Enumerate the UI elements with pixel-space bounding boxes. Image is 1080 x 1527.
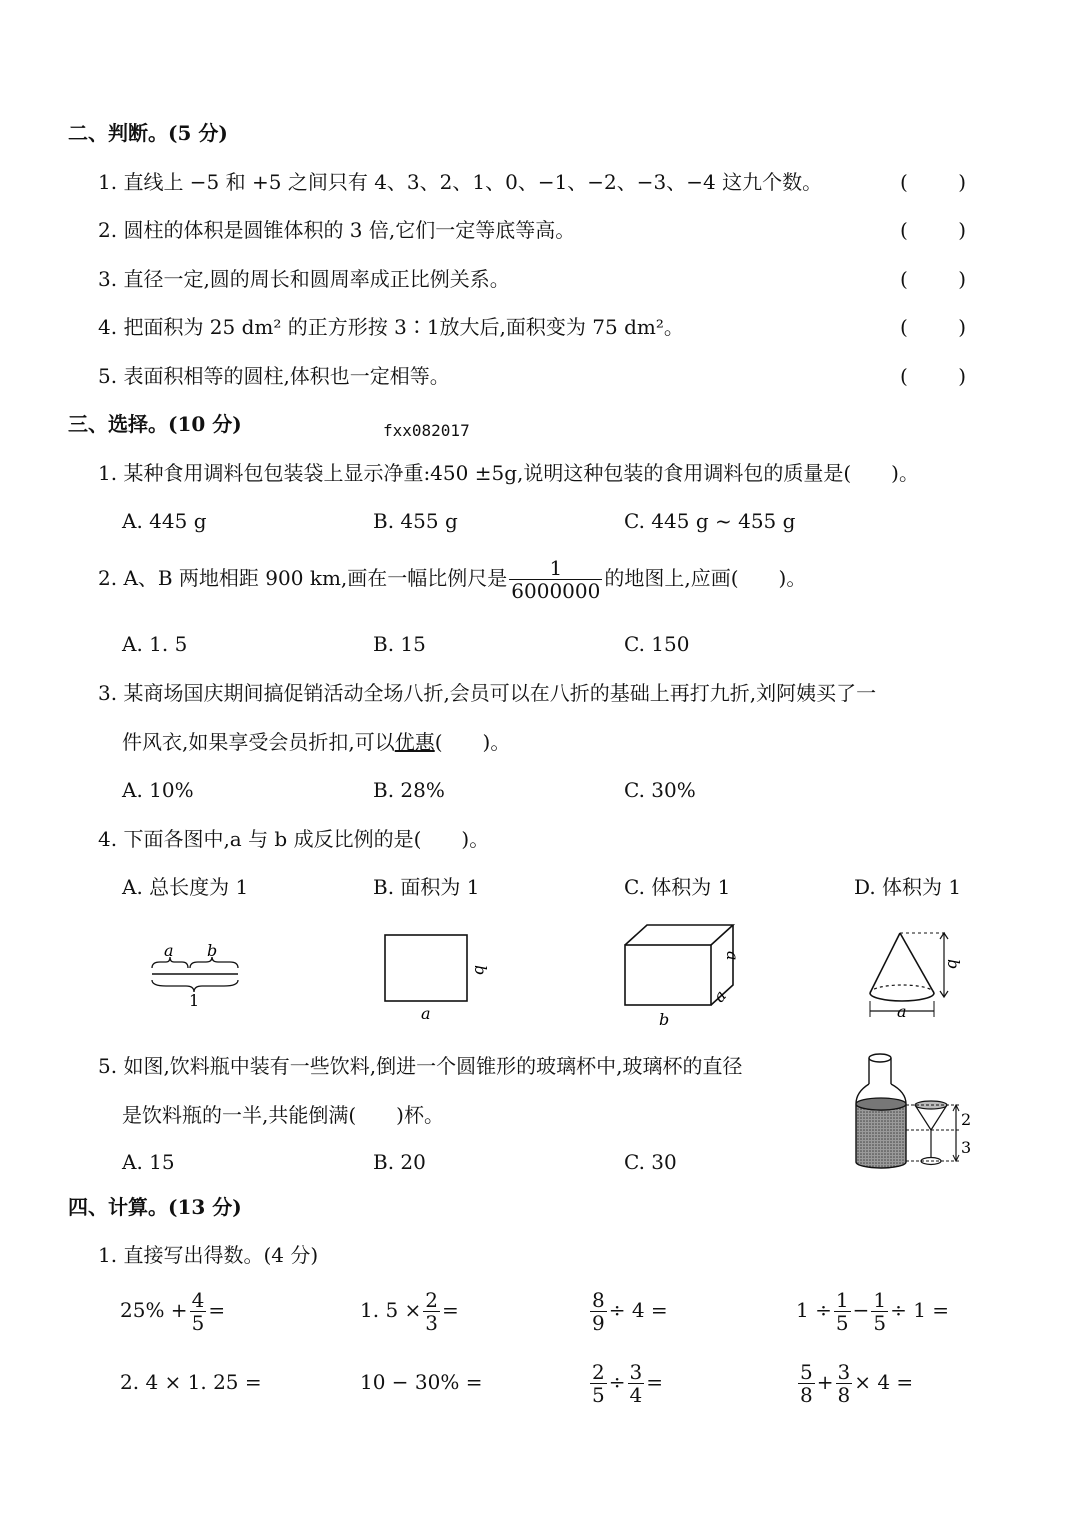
answer-blank-5[interactable]: ( ) bbox=[900, 364, 966, 388]
choice-q3-line1: 3. 某商场国庆期间搞促销活动全场八折,会员可以在八折的基础上再打九折,刘阿姨买了一 bbox=[98, 681, 877, 705]
fig-a-label-b: b bbox=[207, 941, 218, 960]
choice-q3-line2: 件风衣,如果享受会员折扣,可以优惠( )。 bbox=[122, 730, 511, 754]
choice-q1: 1. 某种食用调料包包装袋上显示净重:450 ±5g,说明这种包装的食用调料包的质量是( )。 bbox=[98, 461, 919, 485]
section4-heading: 四、计算。(13 分) bbox=[68, 1195, 242, 1219]
q2-option-c[interactable]: C. 150 bbox=[624, 632, 690, 656]
answer-blank-1[interactable]: ( ) bbox=[900, 170, 966, 194]
calc-r1-c1: 25% + $\frac{4}{5}$ = bbox=[120, 1288, 226, 1335]
calc-r1-c2: 1. 5 × $\frac{2}{3}$ = bbox=[360, 1288, 459, 1335]
choice-q5-line2: 是饮料瓶的一半,共能倒满( )杯。 bbox=[122, 1103, 444, 1127]
judge-item-1: 1. 直线上 −5 和 +5 之间只有 4、3、2、1、0、−1、−2、−3、−4 这九个数。 bbox=[98, 170, 823, 194]
q1-option-b[interactable]: B. 455 g bbox=[373, 509, 458, 533]
fig-a-label-1: 1 bbox=[189, 991, 200, 1010]
answer-blank-4[interactable]: ( ) bbox=[900, 315, 966, 339]
calc-r2-c1: 2. 4 × 1. 25 = bbox=[120, 1370, 262, 1394]
calc-r1-c3: $\frac{8}{9}$ ÷ 4 = bbox=[592, 1288, 668, 1335]
judge-item-3: 3. 直径一定,圆的周长和圆周率成正比例关系。 bbox=[98, 267, 510, 291]
q4-option-c[interactable]: C. 体积为 1 bbox=[624, 875, 731, 899]
figure-bottle-and-glass bbox=[848, 1048, 978, 1178]
answer-blank-2[interactable]: ( ) bbox=[900, 218, 966, 242]
fig-b-label-b: b bbox=[471, 965, 490, 976]
exam-code: fxx082017 bbox=[383, 421, 470, 440]
q2-option-a[interactable]: A. 1. 5 bbox=[122, 632, 188, 656]
calc-sub1: 1. 直接写出得数。(4 分) bbox=[98, 1243, 319, 1267]
fig-b-label-a: a bbox=[421, 1004, 431, 1023]
choice-q4: 4. 下面各图中,a 与 b 成反比例的是( )。 bbox=[98, 827, 490, 851]
fig-d-label-b: b bbox=[944, 959, 963, 970]
calc-r1-c4: 1 ÷ $\frac{1}{5}$ − $\frac{1}{5}$ ÷ 1 = bbox=[796, 1288, 950, 1335]
q5-fig-label-3: 3 bbox=[961, 1138, 972, 1157]
choice-q2: 2. A、B 两地相距 900 km,画在一幅比例尺是 $\frac{1}{6000000}$ 的地图上,应画( )。 bbox=[98, 556, 807, 603]
figure-cone bbox=[858, 925, 968, 1025]
q2-option-b[interactable]: B. 15 bbox=[373, 632, 426, 656]
q5-option-b[interactable]: B. 20 bbox=[373, 1150, 426, 1174]
calc-r2-c4: $\frac{5}{8}$ + $\frac{3}{8}$ × 4 = bbox=[800, 1360, 914, 1407]
fig-c-label-a1: a bbox=[723, 951, 742, 961]
q4-option-b[interactable]: B. 面积为 1 bbox=[373, 875, 480, 899]
section3-heading: 三、选择。(10 分) bbox=[68, 412, 242, 436]
q1-option-c[interactable]: C. 445 g ~ 455 g bbox=[624, 509, 796, 533]
choice-q5-line1: 5. 如图,饮料瓶中装有一些饮料,倒进一个圆锥形的玻璃杯中,玻璃杯的直径 bbox=[98, 1054, 743, 1078]
figure-cuboid bbox=[615, 915, 750, 1035]
judge-item-5: 5. 表面积相等的圆柱,体积也一定相等。 bbox=[98, 364, 450, 388]
q3-option-b[interactable]: B. 28% bbox=[373, 778, 445, 802]
q4-option-a[interactable]: A. 总长度为 1 bbox=[122, 875, 249, 899]
figure-segment-braces bbox=[140, 940, 250, 1010]
q1-option-a[interactable]: A. 445 g bbox=[122, 509, 207, 533]
q5-fig-label-2: 2 bbox=[961, 1110, 972, 1129]
section2-heading: 二、判断。(5 分) bbox=[68, 121, 228, 145]
figure-rectangle bbox=[375, 925, 495, 1025]
fig-c-label-a2: a bbox=[709, 986, 731, 1006]
q3-option-c[interactable]: C. 30% bbox=[624, 778, 696, 802]
fig-c-label-b: b bbox=[659, 1010, 670, 1029]
fig-a-label-a: a bbox=[164, 941, 174, 960]
q3-option-a[interactable]: A. 10% bbox=[122, 778, 194, 802]
calc-r2-c2: 10 − 30% = bbox=[360, 1370, 483, 1394]
q5-option-a[interactable]: A. 15 bbox=[122, 1150, 175, 1174]
fig-d-label-a: a bbox=[897, 1002, 907, 1021]
judge-item-4: 4. 把面积为 25 dm² 的正方形按 3∶1放大后,面积变为 75 dm²。 bbox=[98, 315, 684, 339]
calc-r2-c3: $\frac{2}{5}$ ÷ $\frac{3}{4}$ = bbox=[592, 1360, 663, 1407]
scale-fraction: $\frac{1}{6000000}$ bbox=[511, 556, 601, 603]
q4-option-d[interactable]: D. 体积为 1 bbox=[854, 875, 962, 899]
judge-item-2: 2. 圆柱的体积是圆锥体积的 3 倍,它们一定等底等高。 bbox=[98, 218, 576, 242]
answer-blank-3[interactable]: ( ) bbox=[900, 267, 966, 291]
q5-option-c[interactable]: C. 30 bbox=[624, 1150, 677, 1174]
